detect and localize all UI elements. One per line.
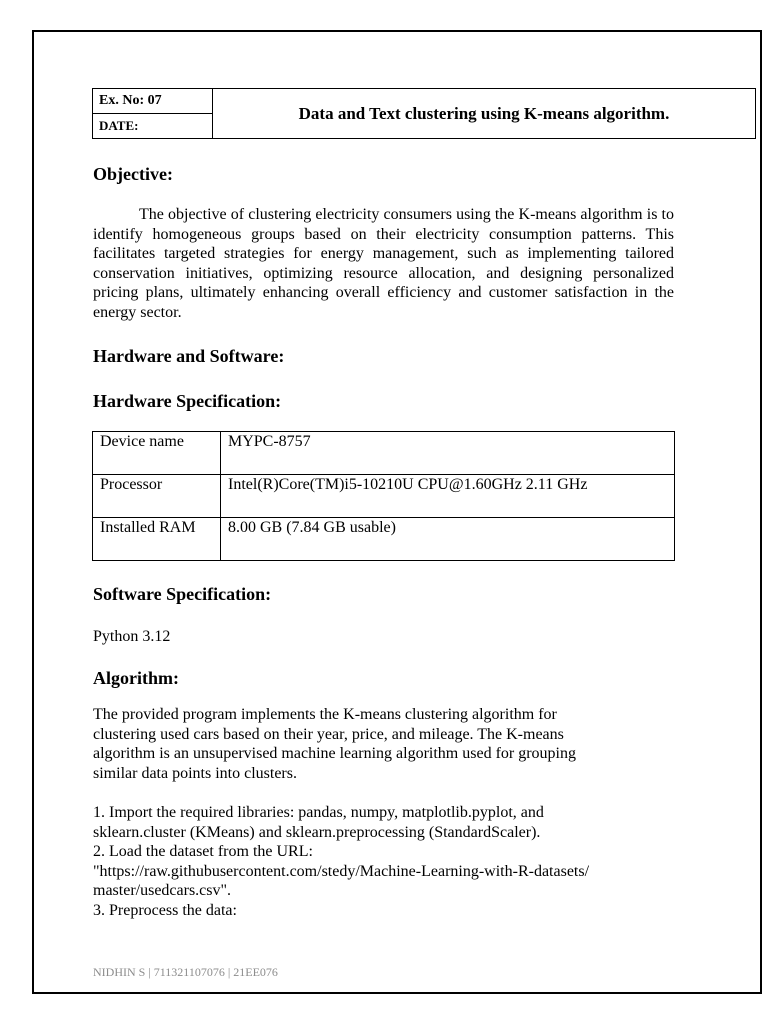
spec-value: MYPC-8757 xyxy=(221,432,675,475)
objective-text: The objective of clustering electricity consumers using the K-means algorithm is to identify homogeneous groups based on their electricity consumption patterns. This facilitates targeted strategies for energy management, such as implementing tailored conservation initiatives, optimizing resource allocation, and designing personalized pricing plans, ultimately enhancing overall efficiency and customer satisfaction in the energy sector. xyxy=(93,206,674,321)
software-text: Python 3.12 xyxy=(93,628,171,645)
text-line: clustering used cars based on their year, price, and mileage. The K-means xyxy=(93,725,564,743)
hardware-heading: Hardware Specification: xyxy=(93,391,282,411)
table-row xyxy=(93,475,675,518)
table-row xyxy=(93,518,675,561)
spec-key: Installed RAM xyxy=(93,518,221,561)
exercise-header-table xyxy=(92,88,756,139)
exercise-title: Data and Text clustering using K-means algorithm. xyxy=(213,89,756,139)
text-line: "https://raw.githubusercontent.com/stedy/Machine-Learning-with-R-datasets/ xyxy=(93,862,590,880)
text-line: The provided program implements the K-means clustering algorithm for xyxy=(93,706,557,723)
hardware-spec-table xyxy=(92,431,675,561)
algorithm-heading: Algorithm: xyxy=(93,668,179,688)
text-line: master/usedcars.csv". xyxy=(93,882,232,899)
objective-heading: Objective: xyxy=(93,164,173,184)
text-line: sklearn.cluster (KMeans) and sklearn.preprocessing (StandardScaler). xyxy=(93,823,541,841)
text-line: 1. Import the required libraries: pandas, numpy, matplotlib.pyplot, and xyxy=(93,804,544,821)
spec-value: Intel(R)Core(TM)i5-10210U CPU@1.60GHz 2.11 GHz xyxy=(221,475,675,518)
text-line: similar data points into clusters. xyxy=(93,764,297,782)
hw-sw-heading: Hardware and Software: xyxy=(93,346,285,366)
text-line: algorithm is an unsupervised machine learning algorithm used for grouping xyxy=(93,745,576,762)
spec-value: 8.00 GB (7.84 GB usable) xyxy=(221,518,675,561)
software-heading: Software Specification: xyxy=(93,584,272,604)
date-label: DATE: xyxy=(93,114,213,139)
page-footer: NIDHIN S | 711321107076 | 21EE076 xyxy=(93,965,278,979)
spec-key: Processor xyxy=(93,475,221,518)
algorithm-steps xyxy=(93,803,693,920)
spec-key: Device name xyxy=(93,432,221,475)
text-line: 3. Preprocess the data: xyxy=(93,901,237,919)
algorithm-intro xyxy=(93,705,693,783)
exercise-number: Ex. No: 07 xyxy=(93,89,213,114)
table-row xyxy=(93,432,675,475)
text-line: 2. Load the dataset from the URL: xyxy=(93,843,313,860)
